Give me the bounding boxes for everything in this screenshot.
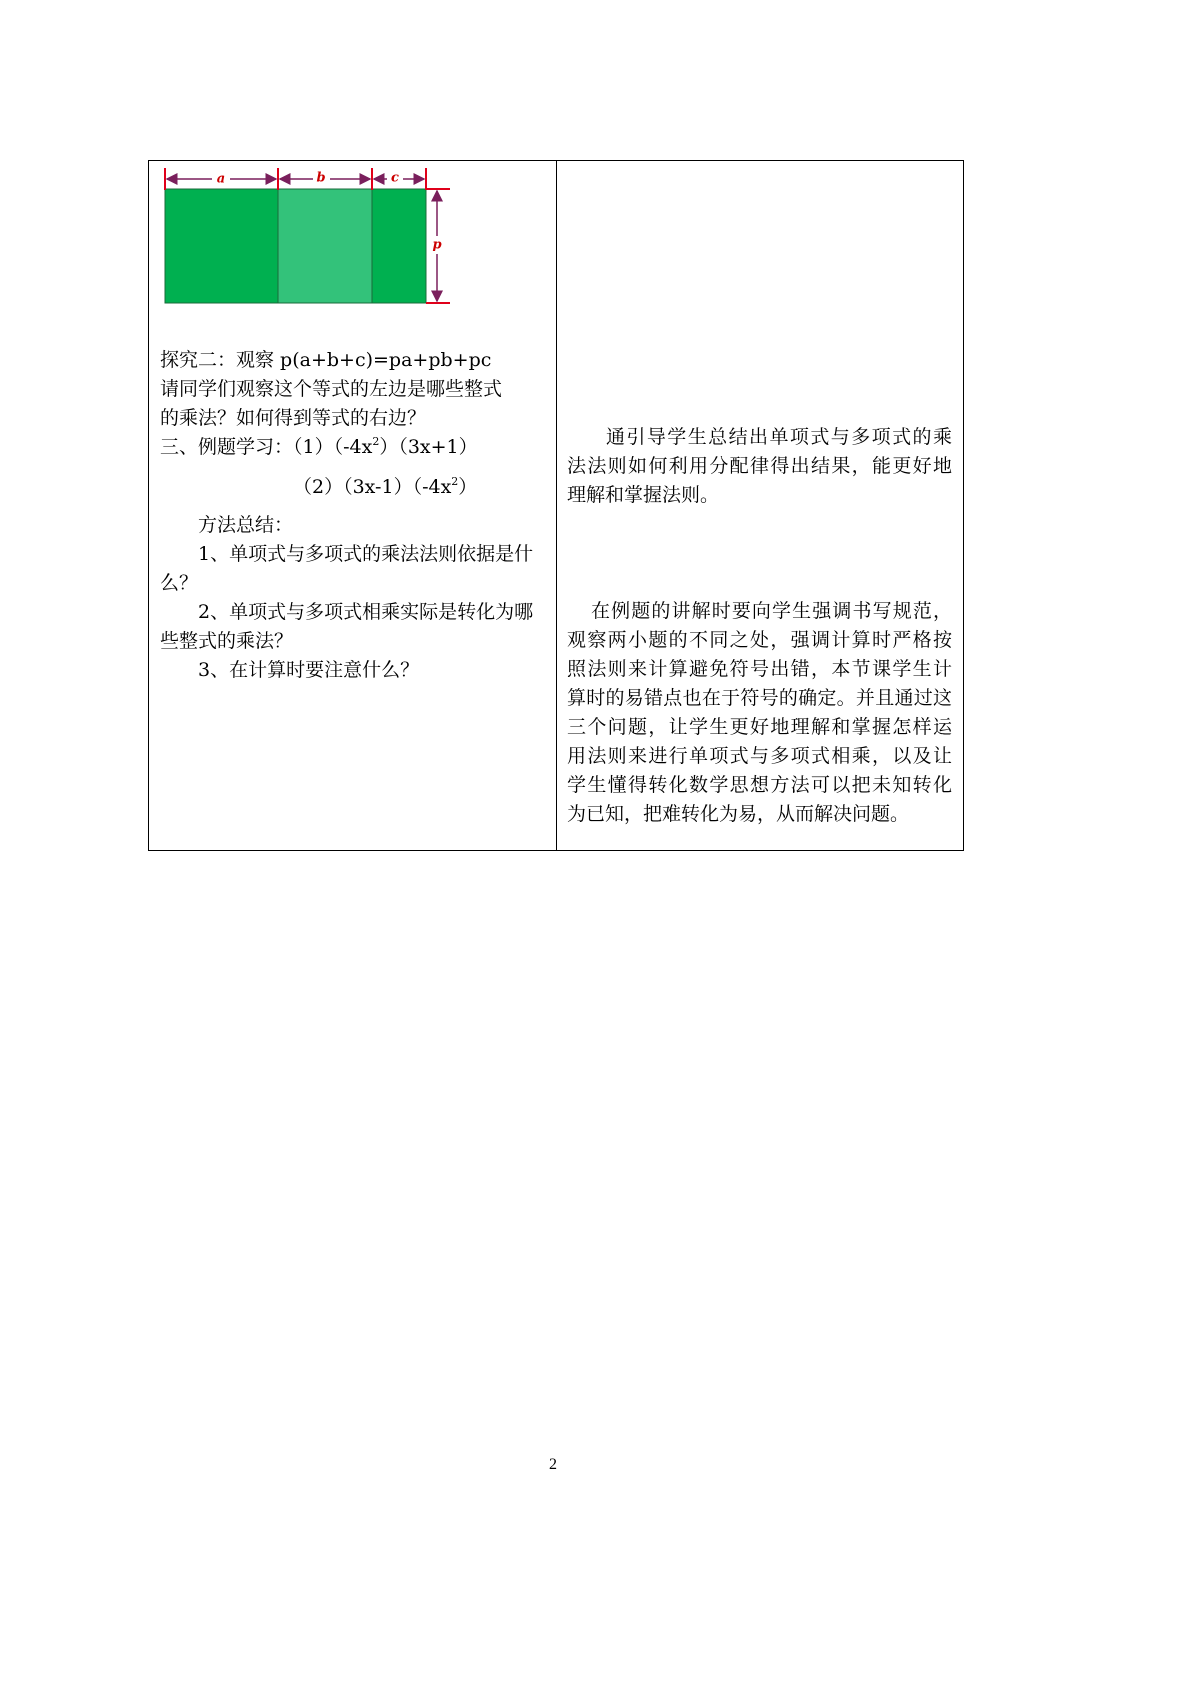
para1-line-1: 通引导学生总结出单项式与多项式的乘 xyxy=(606,426,952,448)
para1-line-2: 法法则如何利用分配律得出结果，能更好地 xyxy=(567,455,952,477)
area-diagram xyxy=(150,160,460,310)
question-line-2: 的乘法？如何得到等式的右边？ xyxy=(160,407,427,429)
summary-item-1-cont: 么？ xyxy=(160,572,199,594)
para2-line-3: 照法则来计算避免符号出错，本节课学生计 xyxy=(567,658,952,680)
summary-title: 方法总结： xyxy=(198,514,294,536)
summary-item-3: 3、在计算时要注意什么？ xyxy=(198,659,420,681)
label-b: b xyxy=(316,170,326,186)
column-divider xyxy=(556,160,557,851)
explore-heading: 探究二：观察 p(a+b+c)=pa+pb+pc xyxy=(160,349,492,371)
example-2 xyxy=(293,473,477,502)
para2-line-8: 为已知，把难转化为易，从而解决问题。 xyxy=(567,803,910,825)
para2-line-1: 在例题的讲解时要向学生强调书写规范， xyxy=(591,600,952,622)
para2-line-7: 学生懂得转化数学思想方法可以把未知转化 xyxy=(567,774,952,796)
example-2-pre: （2）（3x-1）（-4x xyxy=(293,476,452,498)
page-number: 2 xyxy=(549,1456,557,1473)
summary-item-2: 2、单项式与多项式相乘实际是转化为哪 xyxy=(198,601,534,623)
para2-line-5: 三个问题，让学生更好地理解和掌握怎样运 xyxy=(567,716,952,738)
para2-line-6: 用法则来进行单项式与多项式相乘，以及让 xyxy=(567,745,952,767)
example-1-exponent: 2 xyxy=(372,435,380,448)
example-1 xyxy=(160,433,478,462)
rect-c xyxy=(372,189,426,303)
label-a: a xyxy=(216,171,226,187)
label-c: c xyxy=(391,170,399,186)
summary-item-1: 1、单项式与多项式的乘法法则依据是什 xyxy=(198,543,534,565)
question-line-1: 请同学们观察这个等式的左边是哪些整式 xyxy=(160,378,503,400)
rect-a xyxy=(165,189,278,303)
example-1-post: ）（3x+1） xyxy=(379,436,478,458)
example-2-post: ） xyxy=(458,476,478,498)
example-1-pre: 三、例题学习：（1）（-4x xyxy=(160,436,373,458)
rect-b xyxy=(278,189,372,303)
para1-line-3: 理解和掌握法则。 xyxy=(567,484,720,506)
label-p: p xyxy=(432,237,442,253)
summary-item-2-cont: 些整式的乘法？ xyxy=(160,630,294,652)
para2-line-2: 观察两小题的不同之处，强调计算时严格按 xyxy=(567,629,952,651)
example-2-exponent: 2 xyxy=(451,475,459,488)
para2-line-4: 算时的易错点也在于符号的确定。并且通过这 xyxy=(567,687,952,709)
